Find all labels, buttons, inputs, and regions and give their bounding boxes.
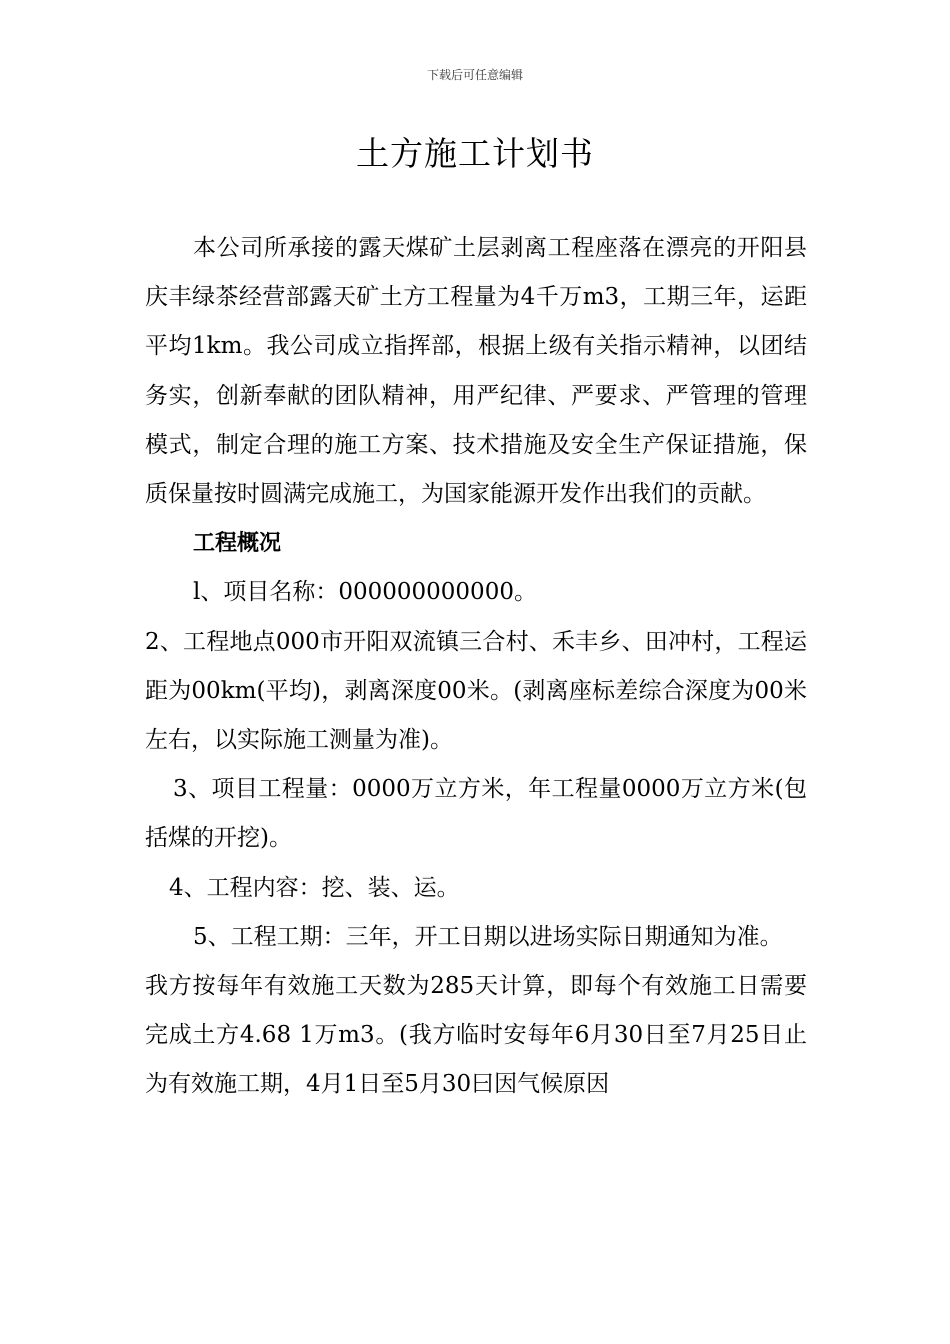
section-heading: 工程概况 (193, 531, 282, 557)
intro-paragraph: 本公司所承接的露天煤矿土层剥离工程座落在漂亮的开阳县庆丰绿茶经营部露天矿土方工程量为4千万m3，工期三年，运距平均1km。我公司成立指挥部，根据上级有关指示精神，以团结务实，创新奉献的团队精神，用严纪律、严要求、严管理的管理模式，制定合理的施工方案、技术措施及安全生产保证措施，保质保量按时圆满完成施工，为国家能源开发作出我们的贡献。 (145, 235, 807, 508)
schedule-paragraph: 我方按每年有效施工天数为285天计算，即每个有效施工日需要完成土方4.68 1万m3。(我方临时安每年6月30日至7月25日止为有效施工期，4月1日至5月30曰因气候原因 (145, 973, 807, 1098)
list-item-content: 4、工程内容：挖、装、运。 (169, 874, 460, 901)
list-item-project-name: l、项目名称：000000000000。 (193, 579, 537, 606)
document-body (145, 224, 807, 1110)
page-header-note: 下载后可任意编辑 (426, 68, 523, 82)
list-item-quantity: 3、项目工程量：0000万立方米，年工程量0000万立方米(包括煤的开挖)。 (145, 776, 807, 852)
list-item-location: 2、工程地点000市开阳双流镇三合村、禾丰乡、田冲村，工程运距为00km(平均)，剥离深度00米。(剥离座标差综合深度为00米左右，以实际施工测量为准)。 (145, 628, 807, 754)
list-item-duration: 5、工程工期：三年，开工日期以进场实际日期通知为准。 (193, 923, 783, 950)
document-title: 土方施工计划书 (356, 134, 594, 173)
